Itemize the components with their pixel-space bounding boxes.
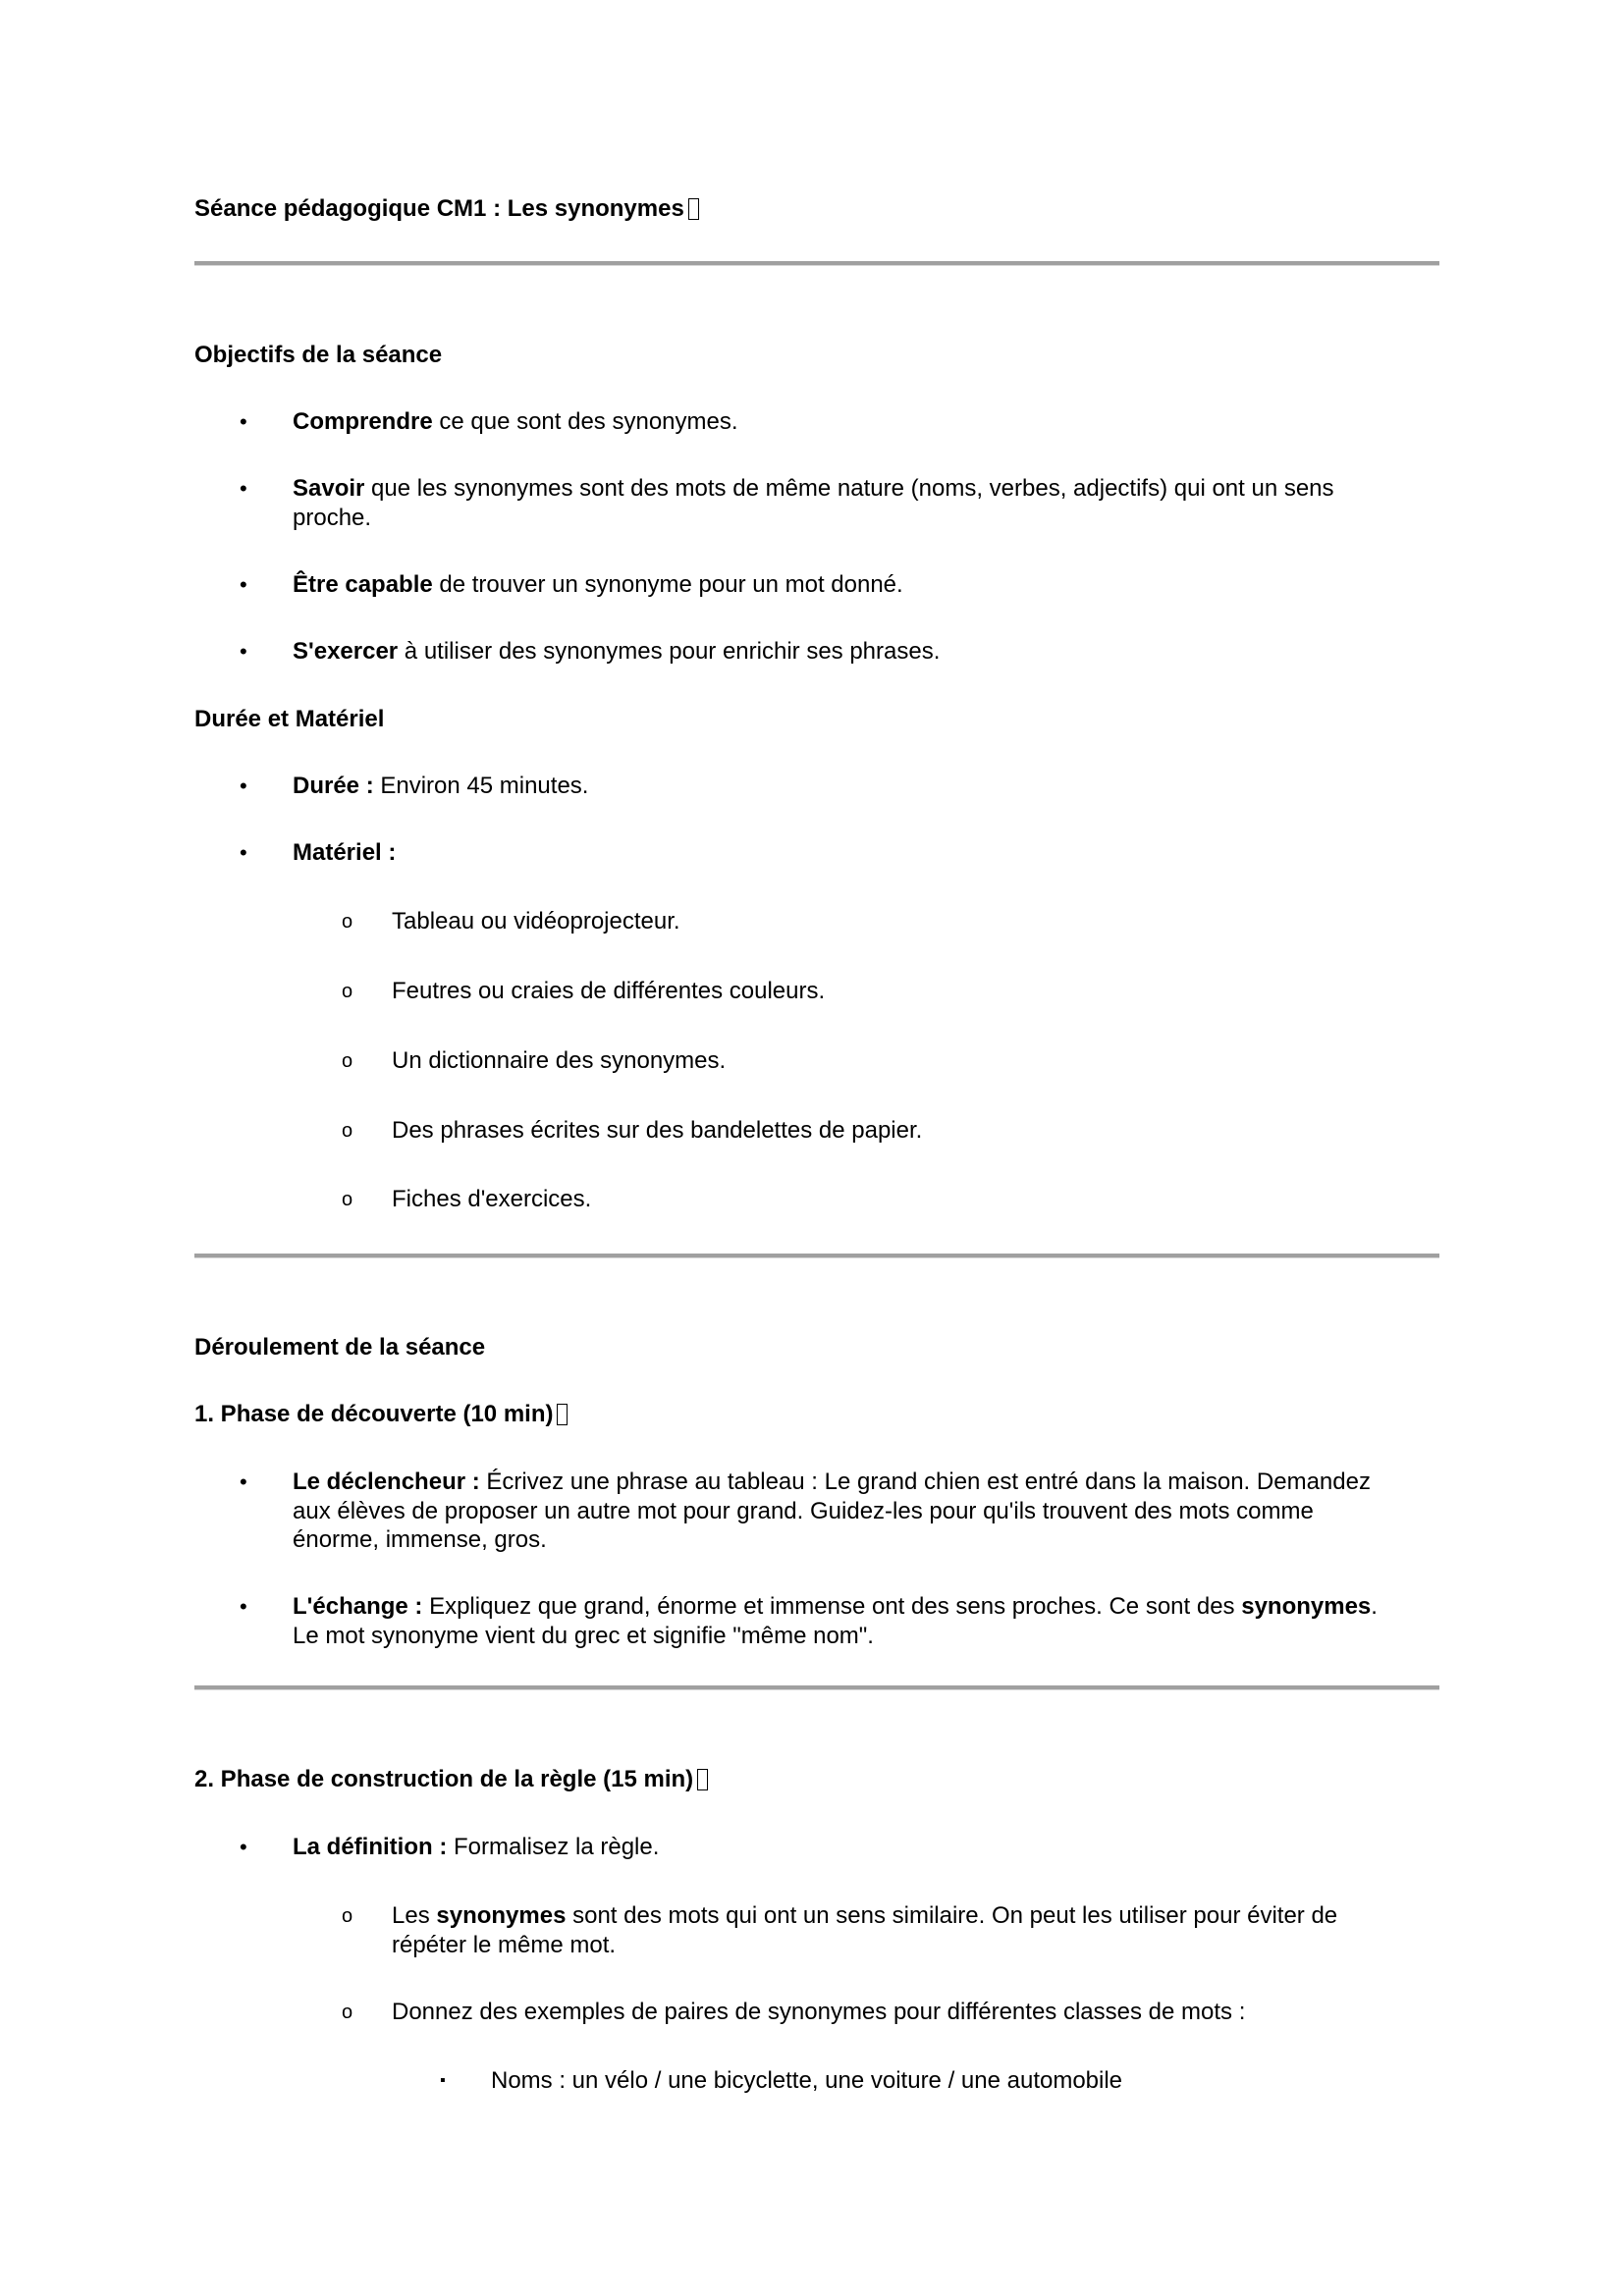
sub-list-item xyxy=(392,1901,1337,1931)
list-item-continuation: énorme, immense, gros. xyxy=(293,1526,547,1553)
square-bullet-icon: ▪ xyxy=(440,2072,446,2089)
item-bold: Savoir xyxy=(293,475,365,502)
item-bold: Le déclencheur : xyxy=(293,1468,480,1495)
item-text: à utiliser des synonymes pour enrichir ses phrases. xyxy=(398,638,941,665)
missing-glyph-icon xyxy=(557,1404,568,1425)
section-heading-deroulement: Déroulement de la séance xyxy=(194,1334,486,1361)
circle-bullet-icon: o xyxy=(342,1189,353,1210)
sub-list-item: Un dictionnaire des synonymes. xyxy=(392,1047,727,1074)
item-bold-inline: synonymes xyxy=(1241,1593,1372,1620)
list-item-continuation: proche. xyxy=(293,505,372,531)
item-text: Expliquez que grand, énorme et immense ont des sens proches. Ce sont des xyxy=(422,1593,1242,1620)
item-bold: synonymes xyxy=(436,1902,567,1929)
section-heading-objectifs: Objectifs de la séance xyxy=(194,342,443,368)
horizontal-rule xyxy=(194,1685,1439,1690)
item-text: sont des mots qui ont un sens similaire. On peut les utiliser pour éviter de xyxy=(566,1902,1338,1929)
list-item-continuation: aux élèves de proposer un autre mot pour grand. Guidez-les pour qu'ils trouvent des mots comme xyxy=(293,1498,1314,1524)
circle-bullet-icon: o xyxy=(342,1905,353,1927)
list-item-continuation: Le mot synonyme vient du grec et signifie "même nom". xyxy=(293,1623,874,1649)
bullet-icon: • xyxy=(240,476,247,501)
bullet-icon: • xyxy=(240,1594,247,1619)
missing-glyph-icon xyxy=(688,198,699,220)
circle-bullet-icon: o xyxy=(342,2002,353,2023)
sub-list-item: Tableau ou vidéoprojecteur. xyxy=(392,908,680,934)
list-item xyxy=(293,474,1334,504)
bullet-icon: • xyxy=(240,1835,247,1859)
item-text: ce que sont des synonymes. xyxy=(432,408,738,435)
phase1-heading-text: 1. Phase de découverte (10 min) xyxy=(194,1401,554,1427)
list-item-echange xyxy=(293,1592,1378,1622)
circle-bullet-icon: o xyxy=(342,981,353,1002)
section-heading-duree-materiel: Durée et Matériel xyxy=(194,706,385,732)
bullet-icon: • xyxy=(240,572,247,597)
bullet-icon: • xyxy=(240,409,247,434)
bullet-icon: • xyxy=(240,774,247,798)
bullet-icon: • xyxy=(240,1469,247,1494)
list-item xyxy=(293,637,940,667)
bullet-icon: • xyxy=(240,639,247,664)
item-bold: La définition : xyxy=(293,1834,448,1860)
horizontal-rule xyxy=(194,1254,1439,1258)
circle-bullet-icon: o xyxy=(342,911,353,933)
document-title xyxy=(194,194,699,224)
sub-list-item: Donnez des exemples de paires de synonymes pour différentes classes de mots : xyxy=(392,1999,1246,2025)
missing-glyph-icon xyxy=(697,1769,708,1790)
item-text: de trouver un synonyme pour un mot donné. xyxy=(432,571,903,598)
horizontal-rule xyxy=(194,261,1439,266)
item-bold: Durée : xyxy=(293,773,374,799)
list-item xyxy=(293,407,738,437)
item-bold: S'exercer xyxy=(293,638,399,665)
item-bold: L'échange : xyxy=(293,1593,423,1620)
list-item xyxy=(293,570,903,600)
bullet-icon: • xyxy=(240,840,247,865)
circle-bullet-icon: o xyxy=(342,1050,353,1072)
list-item-materiel xyxy=(293,838,396,868)
sub-list-item: Fiches d'exercices. xyxy=(392,1186,592,1212)
circle-bullet-icon: o xyxy=(342,1120,353,1142)
sub-list-item-continuation: répéter le même mot. xyxy=(392,1932,617,1958)
item-text: Les xyxy=(392,1902,437,1929)
item-text: Formalisez la règle. xyxy=(447,1834,660,1860)
list-item-definition xyxy=(293,1833,659,1862)
item-text: Environ 45 minutes. xyxy=(373,773,589,799)
list-item-duree xyxy=(293,772,588,801)
item-bold: Matériel : xyxy=(293,839,397,866)
item-text-end: . xyxy=(1371,1593,1378,1620)
title-text: Séance pédagogique CM1 : Les synonymes xyxy=(194,195,684,222)
phase1-heading xyxy=(194,1400,568,1429)
sub-sub-list-item: Noms : un vélo / une bicyclette, une voiture / une automobile xyxy=(491,2067,1123,2094)
sub-list-item: Des phrases écrites sur des bandelettes de papier. xyxy=(392,1117,923,1144)
item-bold: Être capable xyxy=(293,571,433,598)
sub-list-item: Feutres ou craies de différentes couleurs. xyxy=(392,978,826,1004)
item-text: que les synonymes sont des mots de même nature (noms, verbes, adjectifs) qui ont un sens xyxy=(364,475,1334,502)
list-item-declencheur xyxy=(293,1468,1371,1497)
item-text: Écrivez une phrase au tableau : Le grand chien est entré dans la maison. Demandez xyxy=(479,1468,1371,1495)
phase2-heading xyxy=(194,1765,708,1794)
item-bold: Comprendre xyxy=(293,408,433,435)
phase2-heading-text: 2. Phase de construction de la règle (15 min) xyxy=(194,1766,694,1792)
